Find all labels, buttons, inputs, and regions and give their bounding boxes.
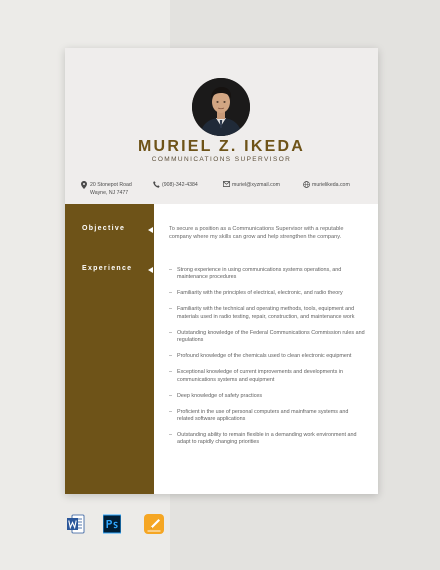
bullet-dash: – (169, 432, 172, 439)
list-item (169, 353, 365, 360)
experience-text: Proficient in the use of personal computers and mainframe systems and related software applications (177, 408, 349, 423)
experience-heading: Experience (82, 265, 133, 272)
list-item (169, 432, 365, 447)
experience-text: Strong experience in using communications systems operations, and maintenance procedures (177, 267, 342, 281)
phone-icon (153, 181, 160, 191)
candidate-title: COMMUNICATIONS SUPERVISOR (151, 156, 292, 163)
section-sidebar (65, 204, 154, 494)
list-item (169, 306, 365, 321)
word-app-icon[interactable] (67, 514, 85, 534)
candidate-name: MURIEL Z. IKEDA (138, 138, 305, 155)
email-address[interactable]: muriel@xyzmail.com (232, 182, 280, 188)
list-item (169, 267, 365, 282)
bullet-dash: – (169, 267, 172, 273)
address-line-2: Wayne, NJ 7477 (90, 190, 129, 196)
pages-app-icon[interactable] (144, 514, 164, 534)
email-icon (223, 181, 230, 190)
objective-text: To secure a position as a Communications Supervisor with a reputable company where my skills can grow and help strengthen the company. (169, 226, 344, 240)
experience-list (169, 267, 365, 455)
list-item (169, 393, 365, 400)
experience-text: Familiarity with the principles of electrical, electronic, and radio theory (177, 290, 343, 297)
bullet-dash: – (169, 290, 172, 297)
bullet-dash: – (169, 353, 172, 360)
bullet-dash: – (169, 329, 172, 336)
bullet-dash: – (169, 369, 172, 376)
experience-text: Familiarity with the technical and operating methods, tools, equipment and materials used in radio testing, repair, construction, and maintenance work (177, 306, 355, 320)
list-item (169, 330, 365, 345)
experience-text: Deep knowledge of safety practices (177, 392, 263, 399)
list-item (169, 290, 365, 297)
phone-number: (908)-342-4384 (162, 182, 198, 188)
experience-text: Exceptional knowledge of current improvements and developments in communications systems and equipment (177, 369, 344, 383)
website-url[interactable]: murielikeda.com (312, 182, 350, 188)
address-line-1: 20 Stonepot Road (90, 182, 132, 188)
bullet-dash: – (169, 306, 172, 313)
profile-photo (192, 78, 250, 136)
experience-marker (148, 267, 153, 273)
resume-sheet (65, 48, 378, 494)
website-icon (303, 181, 310, 191)
experience-text: Profound knowledge of the chemicals used to clean electronic equipment (177, 353, 352, 360)
objective-marker (148, 227, 153, 233)
experience-text: Outstanding knowledge of the Federal Communications Commission rules and regulations (177, 329, 365, 344)
bullet-dash: – (169, 392, 172, 399)
experience-text: Outstanding ability to remain flexible in a demanding work environment and adapt to rapidly changing priorities (177, 432, 357, 446)
photoshop-app-icon[interactable] (103, 514, 121, 534)
list-item (169, 409, 365, 424)
location-icon (81, 181, 87, 192)
objective-heading: Objective (82, 225, 126, 232)
list-item (169, 369, 365, 384)
bullet-dash: – (169, 408, 172, 415)
